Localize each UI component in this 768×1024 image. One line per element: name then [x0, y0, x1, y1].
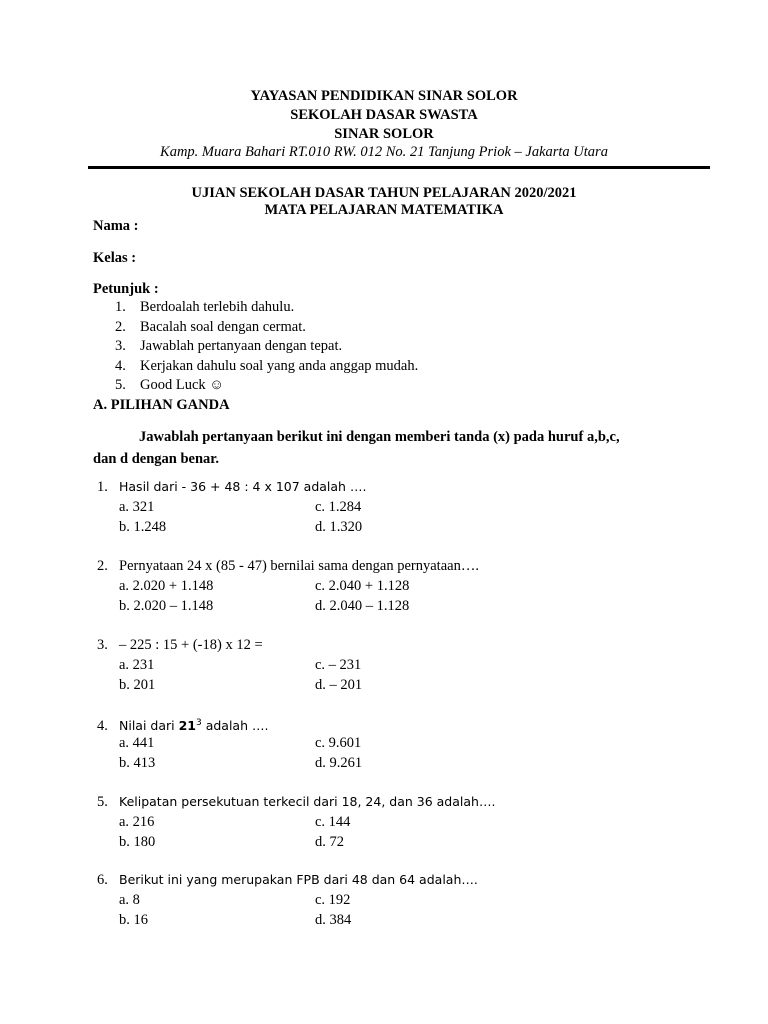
question-text: Nilai dari $21^3$ adalah ….	[119, 718, 269, 734]
exam-title: UJIAN SEKOLAH DASAR TAHUN PELAJARAN 2020/2021	[191, 185, 577, 201]
question-text: Berikut ini yang merupakan FPB dari 48 dan 64 adalah….	[119, 872, 478, 887]
option-b[interactable]: b. 180	[119, 834, 156, 850]
instructions-label: Petunjuk :	[93, 281, 159, 297]
option-d[interactable]: d. 2.040 – 1.128	[315, 598, 410, 614]
list-item: 4. Kerjakan dahulu soal yang anda anggap mudah.	[115, 357, 419, 374]
option-a[interactable]: a. 441	[119, 735, 155, 751]
option-c[interactable]: c. 2.040 + 1.128	[315, 578, 410, 594]
class-field-label: Kelas :	[93, 250, 137, 266]
list-item: 2. Bacalah soal dengan cermat.	[115, 318, 306, 335]
instructions-list	[115, 298, 418, 396]
option-c[interactable]: c. – 231	[315, 657, 362, 673]
question-4: 4. Nilai dari $21^3$ adalah …. a. 441 c. 9.601 b. 413 d. 9.261	[97, 718, 363, 771]
option-d[interactable]: d. – 201	[315, 677, 363, 693]
option-c[interactable]: c. 1.284	[315, 499, 362, 515]
option-a[interactable]: a. 2.020 + 1.148	[119, 578, 214, 594]
option-d[interactable]: d. 1.320	[315, 519, 363, 535]
list-item: 3. Jawablah pertanyaan dengan tepat.	[115, 338, 343, 354]
option-d[interactable]: d. 9.261	[315, 755, 363, 771]
question-6: 6. Berikut ini yang merupakan FPB dari 48 dan 64 adalah…. a. 8 c. 192 b. 16 d. 384	[97, 872, 478, 928]
option-a[interactable]: a. 231	[119, 657, 155, 673]
section-a-directions: Jawablah pertanyaan berikut ini dengan memberi tanda (x) pada huruf a,b,c, dan d dengan benar.	[93, 429, 620, 467]
question-text: Pernyataan 24 x (85 - 47) bernilai sama dengan pernyataan….	[119, 558, 479, 574]
power-exponent: 3	[196, 718, 202, 728]
name-field-label: Nama :	[93, 218, 139, 234]
option-a[interactable]: a. 8	[119, 892, 140, 908]
option-a[interactable]: a. 216	[119, 814, 155, 830]
section-a-title: A. PILIHAN GANDA	[93, 397, 230, 413]
question-2: 2. Pernyataan 24 x (85 - 47) bernilai sama dengan pernyataan…. a. 2.020 + 1.148 c. 2.040 + 1.128 b. 2.020 – 1.148 d. 2.040 – 1.128	[97, 558, 479, 614]
question-1: 1. Hasil dari - 36 + 48 : 4 x 107 adalah …. a. 321 c. 1.284 b. 1.248 d. 1.320	[97, 479, 367, 535]
question-3: 3. – 225 : 15 + (-18) x 12 = a. 231 c. – 231 b. 201 d. – 201	[97, 637, 363, 693]
option-b[interactable]: b. 413	[119, 755, 156, 771]
option-c[interactable]: c. 9.601	[315, 735, 362, 751]
school-name: SINAR SOLOR	[334, 126, 434, 142]
question-text: – 225 : 15 + (-18) x 12 =	[119, 637, 263, 653]
question-text: Hasil dari - 36 + 48 : 4 x 107 adalah ….	[119, 479, 367, 494]
question-text: Kelipatan persekutuan terkecil dari 18, 24, dan 36 adalah….	[119, 794, 496, 809]
option-b[interactable]: b. 1.248	[119, 519, 167, 535]
school-address: Kamp. Muara Bahari RT.010 RW. 012 No. 21 Tanjung Priok – Jakarta Utara	[160, 144, 608, 160]
option-b[interactable]: b. 2.020 – 1.148	[119, 598, 214, 614]
option-b[interactable]: b. 201	[119, 677, 156, 693]
foundation-name: YAYASAN PENDIDIKAN SINAR SOLOR	[250, 88, 518, 104]
list-item: 1. Berdoalah terlebih dahulu.	[115, 299, 295, 315]
exam-subject: MATA PELAJARAN MATEMATIKA	[264, 202, 504, 218]
option-b[interactable]: b. 16	[119, 912, 148, 928]
option-a[interactable]: a. 321	[119, 499, 155, 515]
option-d[interactable]: d. 72	[315, 834, 344, 850]
school-type: SEKOLAH DASAR SWASTA	[290, 107, 478, 123]
option-c[interactable]: c. 192	[315, 892, 351, 908]
list-item: 5. Good Luck ☺	[115, 377, 225, 393]
question-5: 5. Kelipatan persekutuan terkecil dari 18, 24, dan 36 adalah…. a. 216 c. 144 b. 180 d. 72	[97, 794, 496, 850]
power-base: 21	[178, 718, 196, 734]
option-c[interactable]: c. 144	[315, 814, 351, 830]
option-d[interactable]: d. 384	[315, 912, 352, 928]
header-divider	[88, 166, 710, 169]
